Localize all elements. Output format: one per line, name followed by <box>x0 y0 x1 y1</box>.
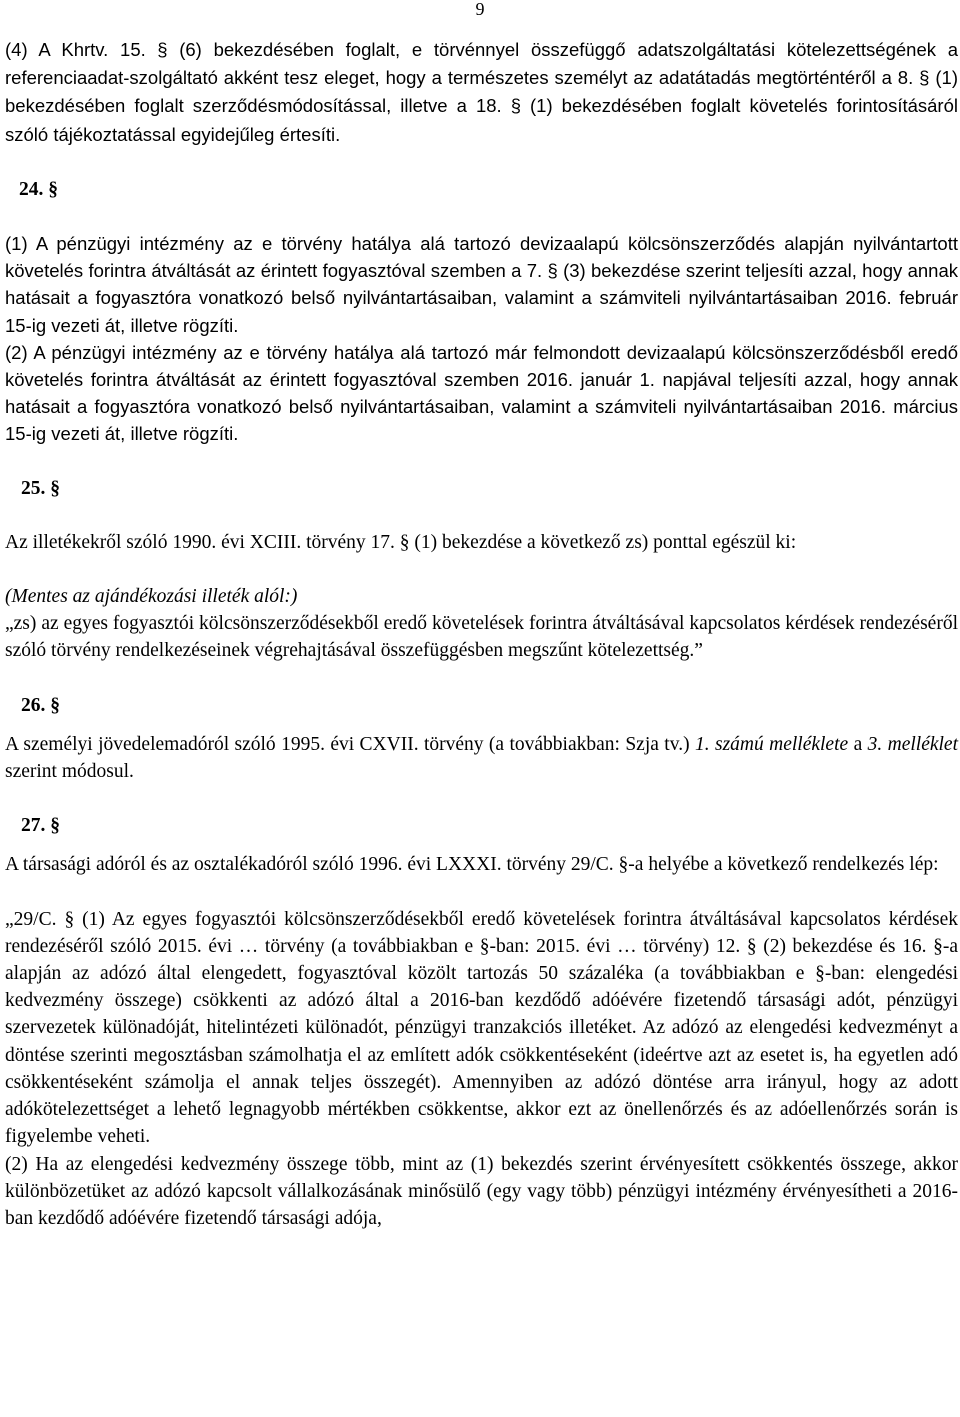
page-number: 9 <box>475 0 485 19</box>
section-27-paragraph-1: A társasági adóról és az osztalékadóról szóló 1996. évi LXXXI. törvény 29/C. §-a helyébe a következő rendelkezés lép: <box>5 854 939 876</box>
paragraph-khrtv-lead: (4) A Khrtv. 15. <box>5 39 146 60</box>
paragraph-khrtv <box>5 36 958 149</box>
section-25-paragraph-3: „zs) az egyes fogyasztói kölcsönszerződésekből eredő követelések forintra átváltásával kapcsolatos kérdések rendezéséről szóló törvény rendelkezéseinek végrehajtásával összefüggésben megszűnt kötelezettség.” <box>5 613 958 662</box>
section-27-paragraph-3: (2) Ha az elengedési kedvezmény összege több, mint az (1) bekezdés szerint érvényesített csökkentés összege, akkor különbözetüket az adózó kapcsolt vállalkozásának minősülő (egy vagy több) pénzügyi intézmény érvényesítheti a 2016-ban kezdődő adóévére fizetendő társasági adója, <box>5 1153 958 1229</box>
section-25-paragraph-2-text: (Mentes az ajándékozási illeték alól:) <box>5 586 298 608</box>
section-26-text-a: A személyi jövedelemadóról szóló 1995. évi CXVII. törvény (a továbbiakban: Szja tv.) <box>5 733 690 755</box>
document-body <box>5 36 958 1232</box>
section-26-text-d: 3. melléklet <box>867 733 958 755</box>
section-24-paragraph-1: (1) A pénzügyi intézmény az e törvény hatálya alá tartozó devizaalapú kölcsönszerződés alapján nyilvántartott követelés forintra átváltását az érintett fogyasztóval szemben a 7. § (3) bekezdése szerint teljesíti azzal, hogy annak hatásait a fogyasztóra vonatkozó belső nyilvántartásaiban, valamint a számviteli nyilvántartásaiban 2016. február 15-ig vezeti át, illetve rögzíti. <box>5 233 958 336</box>
section-26-text-c: a <box>853 733 863 755</box>
section-25-heading: 25. § <box>21 477 60 499</box>
section-26-paragraph <box>5 731 958 785</box>
paragraph-khrtv-text: § (6) bekezdésében foglalt, e törvénnyel összefüggő adatszolgáltatási kötelezettségének a referenciaadat-szolgáltató akként tesz eleget, hogy a természetes személyt az adatátadás megtörténtéről a 8. § (1) bekezdésében foglalt szerződésmódosítással, illetve a 18. § (1) bekezdésében foglalt követelés forintosításáról szóló tájékoztatással egyidejűleg értesíti. <box>5 39 958 145</box>
section-27-paragraph-2: „29/C. § (1) Az egyes fogyasztói kölcsönszerződésekből eredő követelések forintra átváltásával kapcsolatos kérdések rendezéséről szóló 2015. évi … törvény (a továbbiakban e §-ban: 2015. évi … törvény) 12. § (2) bekezdése és 16. §-a alapján az adózó által elengedett, fogyasztóval közölt tartozás 50 százaléka (a továbbiakban e §-ban: elengedési kedvezmény összege) csökkenti az adózó által a 2016-ban kezdődő adóévére fizetendő társasági adót, pénzügyi szervezetek különadóját, hitelintézeti különadót, pénzügyi tranzakciós illetéket. Az adózó az elengedési kedvezményt a döntése szerinti megosztásban számolhatja el az említett adók csökkentéseként (ideértve azt az esetet is, ha egyetlen adó csökkentéseként számolja el annak teljes összegét). Amennyiben az adózó döntése arra irányul, hogy az adott adókötelezettséget a lehető legnagyobb mértékben csökkentse, akkor ezt az önellenőrzés és az adóellenőrzés során is figyelembe veheti. <box>5 908 958 1148</box>
section-26-heading: 26. § <box>21 694 60 716</box>
section-24-paragraph-2: (2) A pénzügyi intézmény az e törvény hatálya alá tartozó már felmondott devizaalapú kölcsönszerződésből eredő követelés forintra átváltását az érintett fogyasztóval szemben 2016. január 1. napjával teljesíti azzal, hogy annak hatásait a fogyasztóra vonatkozó belső nyilvántartásaiban, valamint a számviteli nyilvántartásaiban 2016. március 15-ig vezeti át, illetve rögzíti. <box>5 341 958 445</box>
section-26-text-b: 1. számú melléklete <box>694 733 849 755</box>
section-25-paragraph-2 <box>5 583 958 610</box>
section-25-paragraph-1: Az illetékekről szóló 1990. évi XCIII. törvény 17. § (1) bekezdése a következő zs) ponttal egészül ki: <box>5 531 797 553</box>
section-27-heading: 27. § <box>21 815 60 837</box>
section-26-text-e: szerint módosul. <box>5 761 134 783</box>
section-24-heading: 24. § <box>19 178 58 200</box>
